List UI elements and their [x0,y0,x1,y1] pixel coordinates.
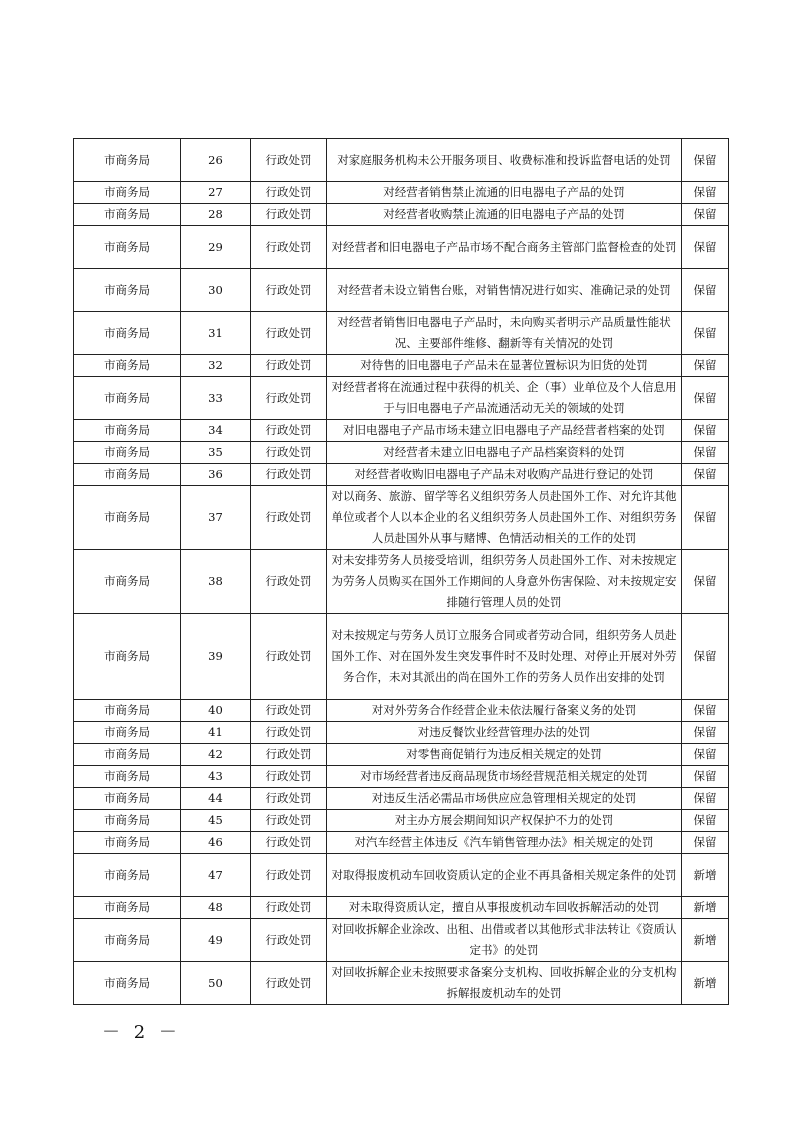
department-cell: 市商务局 [74,722,181,744]
item-number-cell: 33 [181,377,251,420]
department-cell: 市商务局 [74,744,181,766]
authority-list-table [73,138,729,1005]
table-row [74,832,729,854]
item-number-cell: 26 [181,139,251,182]
department-cell: 市商务局 [74,919,181,962]
table-row [74,550,729,614]
item-name-cell: 对未安排劳务人员接受培训，组织劳务人员赴国外工作、对未按规定为劳务人员购买在国外工作期间的人身意外伤害保险、对未按规定安排随行管理人员的处罚 [327,550,682,614]
item-name-cell: 对待售的旧电器电子产品未在显著位置标识为旧货的处罚 [327,355,682,377]
item-name-cell: 对经营者和旧电器电子产品市场不配合商务主管部门监督检查的处罚 [327,226,682,269]
power-type-cell: 行政处罚 [251,766,327,788]
power-type-cell: 行政处罚 [251,897,327,919]
table-row [74,700,729,722]
item-number-cell: 35 [181,442,251,464]
department-cell: 市商务局 [74,962,181,1005]
department-cell: 市商务局 [74,464,181,486]
department-cell: 市商务局 [74,832,181,854]
status-cell: 保留 [682,355,729,377]
table-row [74,139,729,182]
power-type-cell: 行政处罚 [251,312,327,355]
department-cell: 市商务局 [74,614,181,700]
department-cell: 市商务局 [74,204,181,226]
status-cell: 保留 [682,614,729,700]
department-cell: 市商务局 [74,442,181,464]
item-number-cell: 47 [181,854,251,897]
item-number-cell: 37 [181,486,251,550]
power-type-cell: 行政处罚 [251,614,327,700]
department-cell: 市商务局 [74,810,181,832]
department-cell: 市商务局 [74,854,181,897]
table-row [74,486,729,550]
power-type-cell: 行政处罚 [251,962,327,1005]
status-cell: 保留 [682,722,729,744]
power-type-cell: 行政处罚 [251,700,327,722]
power-type-cell: 行政处罚 [251,464,327,486]
status-cell: 保留 [682,312,729,355]
power-type-cell: 行政处罚 [251,550,327,614]
item-number-cell: 36 [181,464,251,486]
power-type-cell: 行政处罚 [251,269,327,312]
department-cell: 市商务局 [74,486,181,550]
status-cell: 新增 [682,919,729,962]
table-row [74,962,729,1005]
table-row [74,269,729,312]
power-type-cell: 行政处罚 [251,744,327,766]
item-name-cell: 对未取得资质认定，擅自从事报废机动车回收拆解活动的处罚 [327,897,682,919]
department-cell: 市商务局 [74,269,181,312]
status-cell: 保留 [682,182,729,204]
status-cell: 保留 [682,420,729,442]
item-name-cell: 对回收拆解企业涂改、出租、出借或者以其他形式非法转让《资质认定书》的处罚 [327,919,682,962]
status-cell: 保留 [682,766,729,788]
page-number: － 2 － [102,1022,181,1043]
table-row [74,919,729,962]
status-cell: 保留 [682,810,729,832]
table-row [74,420,729,442]
item-number-cell: 27 [181,182,251,204]
item-number-cell: 30 [181,269,251,312]
item-name-cell: 对经营者销售禁止流通的旧电器电子产品的处罚 [327,182,682,204]
department-cell: 市商务局 [74,897,181,919]
item-name-cell: 对违反餐饮业经营管理办法的处罚 [327,722,682,744]
item-number-cell: 43 [181,766,251,788]
item-name-cell: 对以商务、旅游、留学等名义组织劳务人员赴国外工作、对允许其他单位或者个人以本企业的名义组织劳务人员赴国外工作、对组织劳务人员赴国外从事与赌博、色情活动相关的工作的处罚 [327,486,682,550]
status-cell: 保留 [682,226,729,269]
power-type-cell: 行政处罚 [251,486,327,550]
department-cell: 市商务局 [74,312,181,355]
table-row [74,355,729,377]
status-cell: 保留 [682,269,729,312]
table-row [74,766,729,788]
department-cell: 市商务局 [74,355,181,377]
status-cell: 保留 [682,139,729,182]
power-type-cell: 行政处罚 [251,810,327,832]
item-number-cell: 41 [181,722,251,744]
item-name-cell: 对经营者未建立旧电器电子产品档案资料的处罚 [327,442,682,464]
table-row [74,377,729,420]
power-type-cell: 行政处罚 [251,919,327,962]
item-number-cell: 40 [181,700,251,722]
power-type-cell: 行政处罚 [251,182,327,204]
department-cell: 市商务局 [74,182,181,204]
power-type-cell: 行政处罚 [251,355,327,377]
item-name-cell: 对未按规定与劳务人员订立服务合同或者劳动合同，组织劳务人员赴国外工作、对在国外发生突发事件时不及时处理、对停止开展对外劳务合作，未对其派出的尚在国外工作的劳务人员作出安排的处罚 [327,614,682,700]
status-cell: 新增 [682,897,729,919]
table-body [74,139,729,1005]
item-number-cell: 50 [181,962,251,1005]
item-number-cell: 32 [181,355,251,377]
item-number-cell: 49 [181,919,251,962]
power-type-cell: 行政处罚 [251,420,327,442]
item-name-cell: 对市场经营者违反商品现货市场经营规范相关规定的处罚 [327,766,682,788]
table-row [74,854,729,897]
item-name-cell: 对经营者收购禁止流通的旧电器电子产品的处罚 [327,204,682,226]
status-cell: 保留 [682,700,729,722]
status-cell: 保留 [682,377,729,420]
status-cell: 保留 [682,204,729,226]
table-row [74,312,729,355]
power-type-cell: 行政处罚 [251,854,327,897]
item-name-cell: 对零售商促销行为违反相关规定的处罚 [327,744,682,766]
item-name-cell: 对主办方展会期间知识产权保护不力的处罚 [327,810,682,832]
power-type-cell: 行政处罚 [251,788,327,810]
table-row [74,744,729,766]
item-name-cell: 对家庭服务机构未公开服务项目、收费标准和投诉监督电话的处罚 [327,139,682,182]
status-cell: 保留 [682,744,729,766]
item-name-cell: 对旧电器电子产品市场未建立旧电器电子产品经营者档案的处罚 [327,420,682,442]
item-number-cell: 34 [181,420,251,442]
table-row [74,442,729,464]
table-row [74,226,729,269]
table-row [74,464,729,486]
power-type-cell: 行政处罚 [251,377,327,420]
status-cell: 新增 [682,854,729,897]
power-type-cell: 行政处罚 [251,442,327,464]
table-row [74,182,729,204]
item-number-cell: 39 [181,614,251,700]
item-number-cell: 31 [181,312,251,355]
item-number-cell: 38 [181,550,251,614]
department-cell: 市商务局 [74,377,181,420]
power-type-cell: 行政处罚 [251,722,327,744]
item-name-cell: 对回收拆解企业未按照要求备案分支机构、回收拆解企业的分支机构拆解报废机动车的处罚 [327,962,682,1005]
department-cell: 市商务局 [74,226,181,269]
item-number-cell: 44 [181,788,251,810]
item-name-cell: 对经营者销售旧电器电子产品时，未向购买者明示产品质量性能状况、主要部件维修、翻新等有关情况的处罚 [327,312,682,355]
item-name-cell: 对经营者未设立销售台账，对销售情况进行如实、准确记录的处罚 [327,269,682,312]
item-number-cell: 48 [181,897,251,919]
status-cell: 保留 [682,442,729,464]
item-name-cell: 对对外劳务合作经营企业未依法履行备案义务的处罚 [327,700,682,722]
status-cell: 保留 [682,486,729,550]
department-cell: 市商务局 [74,139,181,182]
table-row [74,810,729,832]
power-type-cell: 行政处罚 [251,226,327,269]
item-name-cell: 对经营者将在流通过程中获得的机关、企（事）业单位及个人信息用于与旧电器电子产品流通活动无关的领域的处罚 [327,377,682,420]
item-number-cell: 46 [181,832,251,854]
power-type-cell: 行政处罚 [251,139,327,182]
department-cell: 市商务局 [74,700,181,722]
item-number-cell: 45 [181,810,251,832]
status-cell: 保留 [682,832,729,854]
department-cell: 市商务局 [74,420,181,442]
table-row [74,614,729,700]
status-cell: 保留 [682,464,729,486]
item-name-cell: 对汽车经营主体违反《汽车销售管理办法》相关规定的处罚 [327,832,682,854]
item-name-cell: 对违反生活必需品市场供应应急管理相关规定的处罚 [327,788,682,810]
status-cell: 新增 [682,962,729,1005]
power-type-cell: 行政处罚 [251,832,327,854]
department-cell: 市商务局 [74,766,181,788]
item-name-cell: 对经营者收购旧电器电子产品未对收购产品进行登记的处罚 [327,464,682,486]
item-number-cell: 28 [181,204,251,226]
department-cell: 市商务局 [74,550,181,614]
status-cell: 保留 [682,788,729,810]
status-cell: 保留 [682,550,729,614]
table-row [74,204,729,226]
power-type-cell: 行政处罚 [251,204,327,226]
department-cell: 市商务局 [74,788,181,810]
table-row [74,788,729,810]
item-name-cell: 对取得报废机动车回收资质认定的企业不再具备相关规定条件的处罚 [327,854,682,897]
item-number-cell: 42 [181,744,251,766]
item-number-cell: 29 [181,226,251,269]
table-row [74,722,729,744]
table-row [74,897,729,919]
